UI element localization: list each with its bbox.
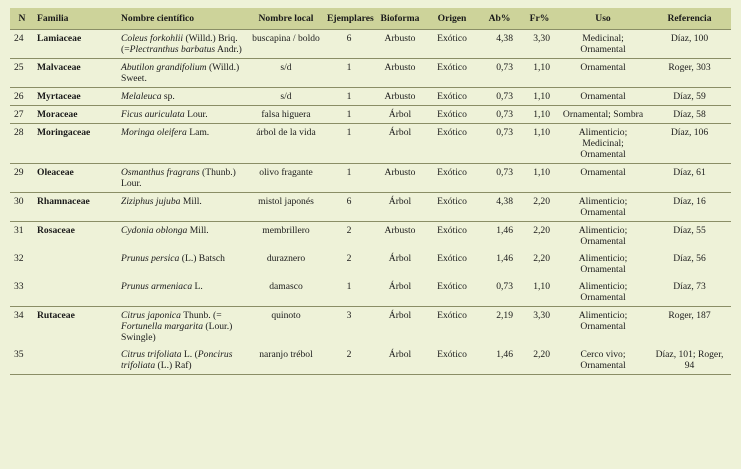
cell-familia: Rutaceae: [34, 307, 118, 347]
taxon-name: Prunus armeniaca: [121, 281, 193, 292]
cell-origen: Exótico: [437, 281, 467, 292]
author-text: (Lour.) Swingle): [121, 321, 233, 343]
taxon-name: Citrus japonica: [121, 310, 181, 321]
table-row: [10, 106, 731, 124]
cell-origen: Exótico: [426, 30, 478, 59]
cell-nombre-local: s/d: [248, 59, 324, 88]
cell-bioforma: Arbusto: [374, 59, 426, 88]
cell-fr: 3,30: [521, 30, 558, 59]
cell-uso: Alimenticio; Ornamental: [558, 222, 648, 251]
author-text: L.: [192, 281, 203, 292]
header-origen: Origen: [426, 8, 478, 30]
cell-referencia: Díaz, 73: [673, 281, 706, 292]
table-row: [10, 250, 731, 278]
cell-referencia: Díaz, 55: [648, 222, 731, 251]
taxon-name: Fortunella margarita: [121, 321, 203, 332]
header-n: N: [10, 8, 34, 30]
cell-nombre-local: falsa higuera: [248, 106, 324, 124]
cell-n: 35: [10, 346, 34, 375]
cell-referencia: Roger, 187: [648, 307, 731, 347]
table-body: [10, 30, 731, 375]
cell-bioforma: Árbol: [388, 253, 412, 264]
table-row: [10, 59, 731, 88]
cell-uso: Alimenticio; Ornamental: [558, 307, 648, 347]
cell-nombre-local: membrillero: [248, 222, 324, 251]
header-ejemplares: Ejemplares: [324, 8, 374, 30]
cell-familia: [34, 278, 118, 307]
cell-n: 34: [10, 307, 34, 347]
table-row: [10, 124, 731, 164]
taxon-name: Coleus forkohlii: [121, 33, 184, 44]
cell-ab: 1,46: [496, 253, 513, 264]
cell-uso: Alimenticio; Ornamental: [558, 193, 648, 222]
cell-n: 33: [14, 281, 24, 292]
cell-nombre-cientifico: [118, 278, 248, 307]
author-text: L. (: [181, 349, 198, 360]
table-header: [10, 8, 731, 30]
cell-n: 30: [10, 193, 34, 222]
cell-origen: Exótico: [426, 346, 478, 375]
taxon-name: Moringa oleifera: [121, 127, 187, 138]
cell-nombre-local: duraznero: [266, 253, 306, 264]
author-text: Lam.: [186, 127, 210, 138]
cell-n: 25: [10, 59, 34, 88]
taxon-name: Melaleuca: [121, 91, 162, 102]
header-uso: Uso: [558, 8, 648, 30]
cell-ejemplares: 6: [324, 193, 374, 222]
cell-ab: 0,73: [478, 59, 521, 88]
cell-nombre-cientifico: [118, 346, 248, 375]
cell-origen: Exótico: [426, 124, 478, 164]
cell-ejemplares: 2: [346, 253, 352, 264]
cell-n: 29: [10, 164, 34, 193]
author-text: Lour.: [184, 109, 208, 120]
cell-nombre-local: naranjo trébol: [248, 346, 324, 375]
cell-nombre-local: damasco: [269, 281, 303, 292]
header-familia: Familia: [34, 8, 118, 30]
cell-origen: Exótico: [437, 253, 467, 264]
header-fr: Fr%: [521, 8, 558, 30]
author-text: (Thunb.) Lour.: [121, 167, 236, 189]
cell-familia: Oleaceae: [34, 164, 118, 193]
taxon-name: Ziziphus jujuba: [121, 196, 181, 207]
cell-bioforma: Árbol: [374, 346, 426, 375]
cell-nombre-local: olivo fragante: [248, 164, 324, 193]
author-text: (L.) Batsch: [179, 253, 225, 264]
taxon-name: Citrus trifoliata: [121, 349, 182, 360]
cell-bioforma: Arbusto: [374, 88, 426, 106]
cell-fr: 1,10: [521, 59, 558, 88]
cell-ejemplares: 1: [324, 88, 374, 106]
cell-nombre-local: mistol japonés: [248, 193, 324, 222]
cell-bioforma: Arbusto: [374, 222, 426, 251]
taxon-name: Prunus persica: [121, 253, 180, 264]
cell-nombre-local: árbol de la vida: [248, 124, 324, 164]
cell-referencia: Díaz, 59: [648, 88, 731, 106]
author-text: Mill.: [180, 196, 202, 207]
cell-familia: Lamiaceae: [34, 30, 118, 59]
cell-nombre-local: buscapina / boldo: [248, 30, 324, 59]
cell-nombre-cientifico: [118, 106, 248, 124]
cell-ab: 4,38: [478, 193, 521, 222]
cell-n: 27: [10, 106, 34, 124]
cell-origen: Exótico: [426, 59, 478, 88]
cell-nombre-cientifico: [118, 307, 248, 347]
taxon-name: Plectranthus barbatus: [129, 44, 216, 55]
taxon-name: Abutilon grandifolium: [121, 62, 207, 73]
cell-ab: 0,73: [478, 106, 521, 124]
cell-bioforma: Árbol: [374, 106, 426, 124]
cell-uso: Ornamental: [558, 88, 648, 106]
cell-ejemplares: 2: [324, 346, 374, 375]
cell-referencia: Díaz, 100: [648, 30, 731, 59]
author-text: (L.) Raf): [155, 360, 192, 371]
cell-ab: 1,46: [478, 346, 521, 375]
cell-fr: 2,20: [521, 222, 558, 251]
cell-ab: 0,73: [478, 124, 521, 164]
cell-uso: Ornamental: [558, 164, 648, 193]
cell-uso: Cerco vivo; Ornamental: [558, 346, 648, 375]
cell-fr: 1,10: [533, 281, 550, 292]
cell-ejemplares: 1: [346, 281, 352, 292]
author-text: Thunb. (=: [180, 310, 222, 321]
cell-n: 32: [14, 253, 24, 264]
cell-n: 26: [10, 88, 34, 106]
cell-origen: Exótico: [426, 222, 478, 251]
cell-familia: Moringaceae: [34, 124, 118, 164]
cell-referencia: Díaz, 56: [673, 253, 706, 264]
cell-origen: Exótico: [426, 307, 478, 347]
cell-bioforma: Arbusto: [374, 30, 426, 59]
cell-origen: Exótico: [426, 193, 478, 222]
cell-ejemplares: 2: [324, 222, 374, 251]
cell-nombre-cientifico: [118, 250, 248, 278]
table-row: [10, 30, 731, 59]
cell-ab: 1,46: [478, 222, 521, 251]
cell-nombre-cientifico: [118, 30, 248, 59]
cell-fr: 1,10: [521, 88, 558, 106]
cell-fr: 2,20: [521, 193, 558, 222]
cell-ejemplares: 3: [324, 307, 374, 347]
cell-origen: Exótico: [426, 106, 478, 124]
cell-n: 28: [10, 124, 34, 164]
cell-familia: Moraceae: [34, 106, 118, 124]
cell-fr: 1,10: [521, 124, 558, 164]
cell-uso: Alimenticio; Ornamental: [578, 253, 628, 275]
cell-familia: Rosaceae: [34, 222, 118, 251]
cell-referencia: Roger, 303: [648, 59, 731, 88]
cell-familia: Rhamnaceae: [34, 193, 118, 222]
cell-uso: Alimenticio; Ornamental: [578, 281, 628, 303]
cell-fr: 1,10: [521, 106, 558, 124]
species-table-page: [10, 8, 731, 375]
cell-nombre-local: quinoto: [248, 307, 324, 347]
author-text: (Willd.) Briq. (=: [121, 33, 238, 55]
cell-bioforma: Árbol: [374, 193, 426, 222]
cell-uso: Ornamental: [558, 59, 648, 88]
cell-origen: Exótico: [426, 88, 478, 106]
author-text: Mill.: [187, 225, 209, 236]
species-table: [10, 8, 731, 375]
table-row: [10, 164, 731, 193]
cell-ejemplares: 1: [324, 124, 374, 164]
cell-nombre-cientifico: [118, 88, 248, 106]
cell-nombre-cientifico: [118, 222, 248, 251]
cell-fr: 1,10: [521, 164, 558, 193]
cell-ab: 0,73: [478, 88, 521, 106]
cell-fr: 2,20: [521, 346, 558, 375]
cell-n: 24: [10, 30, 34, 59]
cell-ab: 0,73: [496, 281, 513, 292]
cell-familia: Myrtaceae: [34, 88, 118, 106]
cell-referencia: Díaz, 106: [648, 124, 731, 164]
table-row: [10, 88, 731, 106]
cell-ejemplares: 1: [324, 59, 374, 88]
cell-nombre-cientifico: [118, 193, 248, 222]
cell-ab: 2,19: [478, 307, 521, 347]
table-row: [10, 346, 731, 375]
cell-ejemplares: 6: [324, 30, 374, 59]
cell-bioforma: Árbol: [374, 307, 426, 347]
cell-referencia: Díaz, 61: [648, 164, 731, 193]
cell-uso: Medicinal; Ornamental: [558, 30, 648, 59]
taxon-name: Poncirus trifoliata: [121, 349, 233, 371]
author-text: (Willd.) Sweet.: [121, 62, 240, 84]
header-referencia: Referencia: [648, 8, 731, 30]
header-nombre-cientifico: Nombre científico: [118, 8, 248, 30]
table-row: [10, 307, 731, 347]
author-text: sp.: [161, 91, 175, 102]
cell-referencia: Díaz, 101; Roger, 94: [648, 346, 731, 375]
cell-ab: 4,38: [478, 30, 521, 59]
cell-referencia: Díaz, 58: [648, 106, 731, 124]
cell-nombre-cientifico: [118, 124, 248, 164]
header-ab: Ab%: [478, 8, 521, 30]
taxon-name: Ficus auriculata: [121, 109, 185, 120]
cell-fr: 2,20: [533, 253, 550, 264]
header-bioforma: Bioforma: [374, 8, 426, 30]
cell-origen: Exótico: [426, 164, 478, 193]
cell-familia: [34, 250, 118, 278]
table-row: [10, 193, 731, 222]
cell-fr: 3,30: [521, 307, 558, 347]
cell-nombre-cientifico: [118, 59, 248, 88]
cell-ab: 0,73: [478, 164, 521, 193]
cell-uso: Alimenticio; Medicinal; Ornamental: [558, 124, 648, 164]
taxon-name: Osmanthus fragrans: [121, 167, 200, 178]
table-row: [10, 278, 731, 307]
author-text: Andr.): [215, 44, 242, 55]
cell-bioforma: Árbol: [374, 124, 426, 164]
cell-bioforma: Arbusto: [374, 164, 426, 193]
header-nombre-local: Nombre local: [248, 8, 324, 30]
cell-referencia: Díaz, 16: [648, 193, 731, 222]
cell-ejemplares: 1: [324, 164, 374, 193]
cell-familia: [34, 346, 118, 375]
cell-n: 31: [10, 222, 34, 251]
cell-ejemplares: 1: [324, 106, 374, 124]
table-row: [10, 222, 731, 251]
taxon-name: Cydonia oblonga: [121, 225, 188, 236]
cell-familia: Malvaceae: [34, 59, 118, 88]
cell-nombre-cientifico: [118, 164, 248, 193]
cell-uso: Ornamental; Sombra: [558, 106, 648, 124]
cell-nombre-local: s/d: [248, 88, 324, 106]
cell-bioforma: Árbol: [388, 281, 412, 292]
